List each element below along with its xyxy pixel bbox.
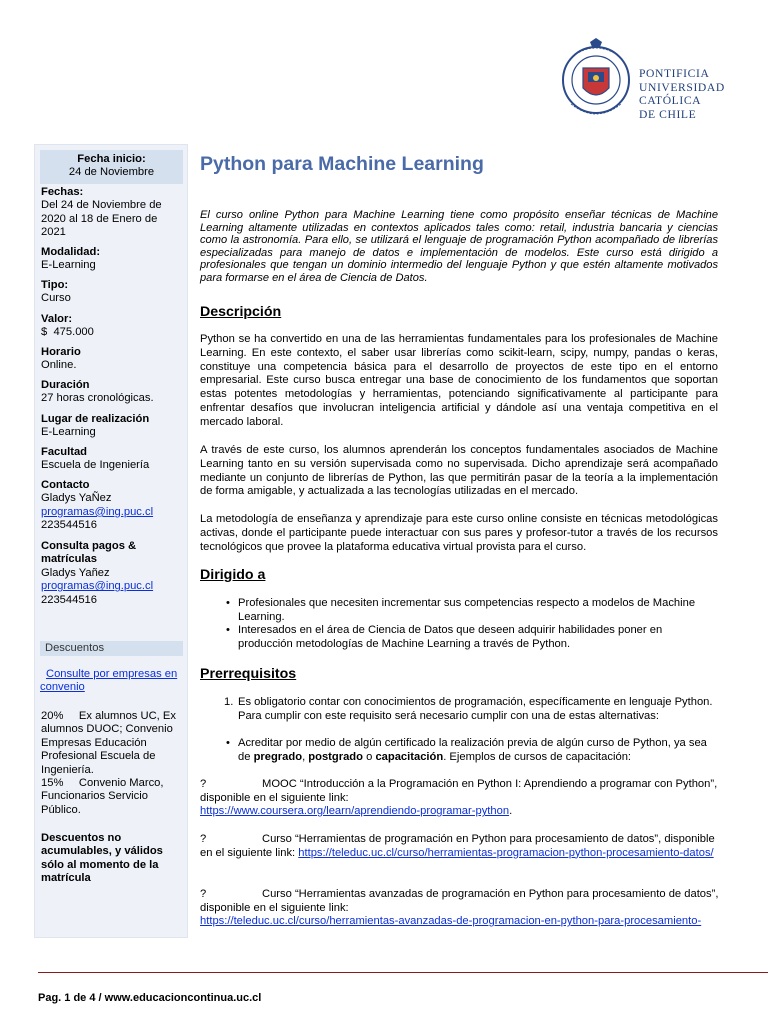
alt-marker: ? bbox=[200, 778, 207, 790]
logo-line: DE CHILE bbox=[639, 107, 697, 121]
price-label: Valor: bbox=[41, 313, 73, 325]
discount-1: 20% Ex alumnos UC, Ex alumnos DUOC; Convenio Empresas Educación Profesional Escuela de Ingeniería. bbox=[41, 710, 180, 776]
description-paragraph-1: Python se ha convertido en una de las herramientas fundamentales para los profesionales de Machine Learning. En este contexto, el saber usar librerías como scikit-learn, scipy, numpy, pandas o keras, constituye una competencia básica para el desarrollo de proyectos de este tipo en el entorno empresarial. Este curso busca entregar una base de conocimiento de los fundamentos que soportan estas potentes metodologías y herramientas, potenciando significativamente al participante para enfrentar desafíos que involucran inteligencia artificial y dándole así una ventaja competitiva en el mercado laboral. bbox=[200, 333, 718, 428]
prerequisite-options bbox=[224, 737, 718, 764]
description-paragraph-3: La metodología de enseñanza y aprendizaje para este curso online consiste en técnicas metodológicas activas, donde el participante puede interactuar con sus pares y profesor-tutor a través de los recursos tecnológicos que provee la plataforma educativa virtual provista para el curso. bbox=[200, 513, 718, 553]
contact-name: Gladys YaÑez bbox=[41, 492, 112, 505]
duration-block bbox=[41, 379, 187, 406]
payments-label: Consulta pagos & matrículas bbox=[41, 540, 137, 566]
prerequisite-text: Es obligatorio contar con conocimientos de programación, específicamente en lenguaje Python. Para cumplir con este requisito será necesario cumplir con una de estas alternativas: bbox=[238, 696, 713, 722]
alt-1-link[interactable]: https://www.coursera.org/learn/aprendiendo-programar-python bbox=[200, 805, 510, 818]
list-item: • Profesionales que necesiten incrementar sus competencias respecto a modelos de Machine Learning. bbox=[224, 597, 718, 624]
start-date-box bbox=[40, 150, 183, 184]
location-label: Lugar de realización bbox=[41, 413, 150, 425]
option-separator-2: o bbox=[362, 750, 376, 763]
contact-phone: 223544516 bbox=[41, 519, 97, 532]
price-value: $ 475.000 bbox=[41, 326, 94, 339]
type-value: Curso bbox=[41, 292, 71, 305]
alt-2-link[interactable]: https://teleduc.uc.cl/curso/herramientas-programacion-python-procesamiento-datos/ bbox=[298, 846, 714, 859]
prerequisites-heading: Prerrequisitos bbox=[200, 666, 297, 682]
payments-block bbox=[41, 540, 187, 607]
list-item: • Interesados en el área de Ciencia de Datos que deseen adquirir habilidades poner en producción metodologías de Machine Learning a través de Python. bbox=[224, 624, 718, 651]
start-date-value: 24 de Noviembre bbox=[68, 166, 155, 179]
logo-line: UNIVERSIDAD bbox=[639, 80, 725, 94]
convenio-link[interactable]: Consulte por empresas en convenio bbox=[40, 668, 178, 694]
payments-phone: 223544516 bbox=[41, 593, 97, 606]
type-label: Tipo: bbox=[41, 279, 69, 291]
location-block bbox=[41, 413, 187, 440]
alt-2-text: Curso “Herramientas de programación en Python para procesamiento de datos”, disponible en el siguiente link: bbox=[200, 833, 715, 859]
prerequisite-item-1 bbox=[224, 696, 718, 723]
modality-label: Modalidad: bbox=[41, 246, 101, 258]
alt-3-text: Curso “Herramientas avanzadas de programación en Python para procesamiento de datos”, disponible en el siguiente link: bbox=[200, 888, 719, 914]
schedule-label: Horario bbox=[41, 346, 81, 358]
faculty-value: Escuela de Ingeniería bbox=[41, 459, 150, 472]
discount-2: 15% Convenio Marco, Funcionarios Servicio Público. bbox=[41, 777, 167, 816]
dates-value: Del 24 de Noviembre de 2020 al 18 de Enero de 2021 bbox=[41, 199, 162, 239]
alt-1-text: MOOC “Introducción a la Programación en Python I: Aprendiendo a programar con Python”, disponible en el siguiente link: bbox=[200, 778, 718, 804]
convenio-block bbox=[40, 668, 186, 695]
alternative-course-2 bbox=[200, 833, 720, 860]
contact-label: Contacto bbox=[41, 479, 90, 491]
price-block bbox=[41, 313, 187, 340]
modality-block bbox=[41, 246, 187, 273]
type-block bbox=[41, 279, 187, 306]
schedule-value: Online. bbox=[41, 359, 77, 372]
description-paragraph-2: A través de este curso, los alumnos aprenderán los conceptos fundamentales asociados de Machine Learning tanto en su versión supervisada como no supervisada. Dicho aprendizaje será acompañado mediante un conjunto de librerías de Python, las que permitirán pasar de la teoría a la implementación de forma amigable, y actualizada a las tecnologías utilizadas en el mercado. bbox=[200, 444, 718, 498]
duration-value: 27 horas cronológicas. bbox=[41, 392, 154, 405]
faculty-label: Facultad bbox=[41, 446, 88, 458]
list-number: 1. bbox=[224, 696, 234, 708]
audience-list bbox=[224, 597, 718, 651]
discount-note: Descuentos no acumulables, y válidos sólo al momento de la matrícula bbox=[41, 832, 163, 885]
payments-name: Gladys Yañez bbox=[41, 566, 110, 579]
contact-block bbox=[41, 479, 187, 533]
alt-marker: ? bbox=[200, 833, 207, 845]
university-seal-icon bbox=[561, 38, 631, 130]
option-text-b: . Ejemplos de cursos de capacitación: bbox=[443, 750, 632, 763]
list-item bbox=[224, 737, 718, 764]
duration-label: Duración bbox=[41, 379, 90, 391]
intro-paragraph: El curso online Python para Machine Learning tiene como propósito enseñar técnicas de Machine Learning altamente utilizadas en contextos aplicados tales como: retail, industria bancaria y ciencias como la astronomía. Para ello, se utilizará el lenguaje de programación Python acompañado de librerías especializadas para manejo de datos e implementación de modelos. Este curso está dirigido a profesionales que tengan un dominio intermedio del lenguaje Python y que estén altamente motivados para formarse en el área de Ciencia de Datos. bbox=[200, 209, 718, 284]
start-date-label: Fecha inicio: bbox=[77, 153, 146, 165]
location-value: E-Learning bbox=[41, 426, 96, 439]
dates-block bbox=[41, 186, 187, 240]
modality-value: E-Learning bbox=[41, 259, 96, 272]
schedule-block bbox=[41, 346, 187, 373]
page-title: Python para Machine Learning bbox=[200, 153, 484, 175]
university-name bbox=[639, 67, 725, 121]
alt-marker: ? bbox=[200, 888, 207, 900]
alt-3-link[interactable]: https://teleduc.uc.cl/curso/herramientas-avanzadas-de-programacion-en-python-para-procesamiento- bbox=[200, 915, 702, 928]
contact-email-link[interactable]: programas@ing.puc.cl bbox=[41, 505, 154, 518]
university-logo bbox=[561, 38, 729, 132]
alternative-course-1 bbox=[200, 778, 720, 819]
option-separator-1: , bbox=[302, 750, 309, 763]
option-bold-capacitacion: capacitación bbox=[375, 750, 444, 763]
dates-label: Fechas: bbox=[41, 186, 84, 198]
faculty-block bbox=[41, 446, 187, 473]
discounts-header: Descuentos bbox=[40, 641, 183, 656]
option-bold-pregrado: pregrado bbox=[253, 750, 303, 763]
option-bold-postgrado: postgrado bbox=[308, 750, 363, 763]
logo-line: PONTIFICIA bbox=[639, 67, 710, 80]
page-footer: Pag. 1 de 4 / www.educacioncontinua.uc.cl bbox=[38, 992, 262, 1004]
audience-heading: Dirigido a bbox=[200, 567, 266, 583]
course-info-sidebar bbox=[34, 144, 188, 938]
payments-email-link[interactable]: programas@ing.puc.cl bbox=[41, 580, 154, 593]
alt-1-end: . bbox=[509, 805, 513, 818]
footer-rule bbox=[38, 972, 768, 973]
logo-line: CATÓLICA bbox=[639, 94, 702, 108]
alternative-course-3 bbox=[200, 888, 720, 929]
description-heading: Descripción bbox=[200, 304, 282, 320]
option-text-a: Acreditar por medio de algún certificado la realización previa de algún curso de Python, ya sea de bbox=[238, 737, 707, 763]
